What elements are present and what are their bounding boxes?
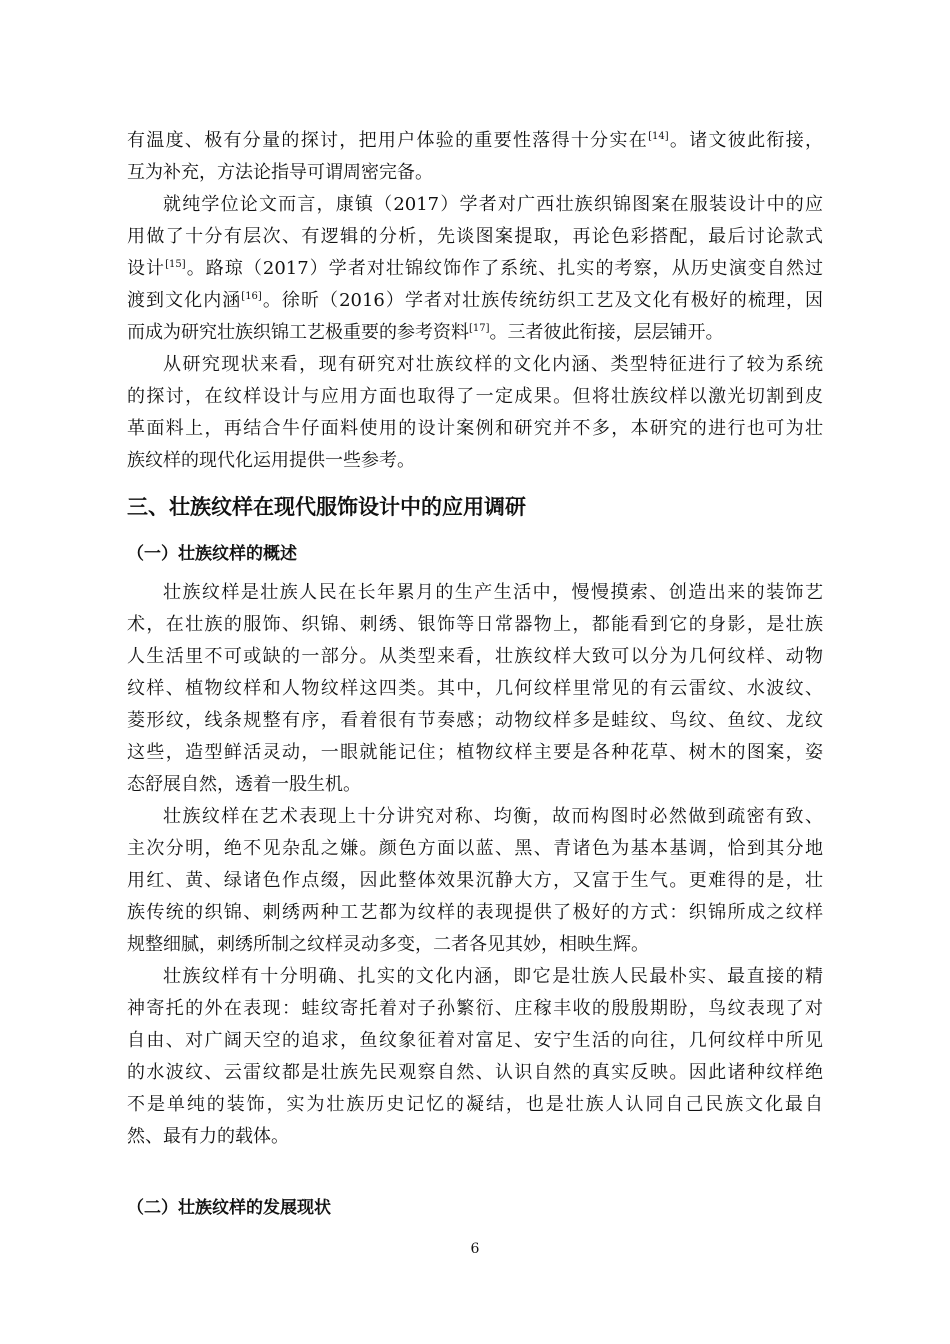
text-run: 不是单纯的装饰，实为壮族历史记忆的凝结，也是壮族人认同自己民族文化最自 <box>127 1094 823 1115</box>
text-line <box>127 641 823 673</box>
citation-marker: [17] <box>469 323 490 334</box>
page-number: 6 <box>470 1241 480 1257</box>
text-line <box>127 445 823 477</box>
text-run: 就纯学位论文而言，康镇（2017）学者对广西壮族织锦图案在服装设计中的应 <box>163 194 823 215</box>
paragraph-overview-types <box>127 577 823 801</box>
text-run: 。诸文彼此衔接， <box>668 130 823 151</box>
citation-marker: [16] <box>241 291 262 302</box>
text-run: 用做了十分有层次、有逻辑的分析，先谈图案提取，再论色彩搭配，最后讨论款式 <box>127 226 823 247</box>
text-line <box>127 673 823 705</box>
text-run: 壮族纹样在艺术表现上十分讲究对称、均衡，故而构图时必然做到疏密有致、 <box>163 806 823 827</box>
paragraph-overview-art <box>127 801 823 961</box>
text-run: 有温度、极有分量的探讨，把用户体验的重要性落得十分实在 <box>127 130 649 151</box>
paragraph-intro-continued <box>127 125 823 189</box>
text-line <box>127 221 823 253</box>
text-run: 互为补充，方法论指导可谓周密完备。 <box>127 162 433 183</box>
text-line <box>127 413 823 445</box>
page-body <box>127 125 823 1223</box>
text-run: 设计 <box>127 258 166 279</box>
text-line <box>127 961 823 993</box>
subsection-heading-development: （二）壮族纹样的发展现状 <box>127 1198 331 1218</box>
text-run: 。徐昕（2016）学者对壮族传统纺织工艺及文化有极好的梳理，因 <box>261 290 823 311</box>
text-run: 这些，造型鲜活灵动，一眼就能记住；植物纹样主要是各种花草、树木的图案，姿 <box>127 742 823 763</box>
text-line <box>127 609 823 641</box>
text-run: 规整细腻，刺绣所制之纹样灵动多变，二者各见其妙，相映生辉。 <box>127 934 649 955</box>
text-run: 然、最有力的载体。 <box>127 1126 289 1147</box>
text-run: 用红、黄、绿诸色作点缀，因此整体效果沉静大方，又富于生气。更难得的是，壮 <box>127 870 823 891</box>
text-run: 态舒展自然，透着一股生机。 <box>127 774 361 795</box>
text-run: 革面料上，再结合牛仔面料使用的设计案例和研究并不多，本研究的进行也可为壮 <box>127 418 823 439</box>
text-line <box>127 381 823 413</box>
text-line <box>127 189 823 221</box>
text-run: 从研究现状来看，现有研究对壮族纹样的文化内涵、类型特征进行了较为系统 <box>163 354 823 375</box>
paragraph-overview-culture <box>127 961 823 1153</box>
text-line <box>127 157 823 189</box>
citation-marker: [15] <box>165 259 186 270</box>
section-heading: 三、壮族纹样在现代服饰设计中的应用调研 <box>127 495 526 519</box>
text-run: 。三者彼此衔接，层层铺开。 <box>489 322 724 343</box>
text-line <box>127 285 823 317</box>
text-run: 壮族纹样有十分明确、扎实的文化内涵，即它是壮族人民最朴实、最直接的精 <box>163 966 823 987</box>
text-run: 渡到文化内涵 <box>127 290 242 311</box>
text-run: 术，在壮族的服饰、织锦、刺绣、银饰等日常器物上，都能看到它的身影，是壮族 <box>127 614 823 635</box>
text-run: 而成为研究壮族织锦工艺极重要的参考资料 <box>127 322 469 343</box>
text-run: 族传统的织锦、刺绣两种工艺都为纹样的表现提供了极好的方式：织锦所成之纹样 <box>127 902 823 923</box>
text-run: 族纹样的现代化运用提供一些参考。 <box>127 450 415 471</box>
text-line <box>127 125 823 157</box>
text-line <box>127 1089 823 1121</box>
text-line <box>127 1121 823 1153</box>
paragraph-research-status <box>127 349 823 477</box>
text-line <box>127 801 823 833</box>
text-run: 的水波纹、云雷纹都是壮族先民观察自然、认识自然的真实反映。因此诸种纹样绝 <box>127 1062 823 1083</box>
text-run: 菱形纹，线条规整有序，看着很有节奏感；动物纹样多是蛙纹、鸟纹、鱼纹、龙纹 <box>127 710 823 731</box>
text-run: 的探讨，在纹样设计与应用方面也取得了一定成果。但将壮族纹样以激光切割到皮 <box>127 386 823 407</box>
text-line <box>127 769 823 801</box>
citation-marker: [14] <box>648 131 669 142</box>
text-run: 主次分明，绝不见杂乱之嫌。颜色方面以蓝、黑、青诸色为基本基调，恰到其分地 <box>127 838 823 859</box>
text-line <box>127 349 823 381</box>
text-line <box>127 1057 823 1089</box>
text-run: 壮族纹样是壮族人民在长年累月的生产生活中，慢慢摸索、创造出来的装饰艺 <box>163 582 823 603</box>
text-run: 自由、对广阔天空的追求，鱼纹象征着对富足、安宁生活的向往，几何纹样中所见 <box>127 1030 823 1051</box>
text-run: 纹样、植物纹样和人物纹样这四类。其中，几何纹样里常见的有云雷纹、水波纹、 <box>127 678 823 699</box>
text-line <box>127 705 823 737</box>
text-line <box>127 993 823 1025</box>
text-run: 。路琼（2017）学者对壮锦纹饰作了系统、扎实的考察，从历史演变自然过 <box>185 258 823 279</box>
text-line <box>127 929 823 961</box>
text-line <box>127 577 823 609</box>
text-line <box>127 897 823 929</box>
subsection-heading-overview: （一）壮族纹样的概述 <box>127 544 297 564</box>
text-line <box>127 737 823 769</box>
text-line <box>127 833 823 865</box>
text-line <box>127 317 823 349</box>
text-line <box>127 865 823 897</box>
text-line <box>127 1025 823 1057</box>
text-run: 神寄托的外在表现：蛙纹寄托着对子孙繁衍、庄稼丰收的殷殷期盼，鸟纹表现了对 <box>127 998 823 1019</box>
paragraph-thesis-review <box>127 189 823 349</box>
text-run: 人生活里不可或缺的一部分。从类型来看，壮族纹样大致可以分为几何纹样、动物 <box>127 646 823 667</box>
text-line <box>127 253 823 285</box>
